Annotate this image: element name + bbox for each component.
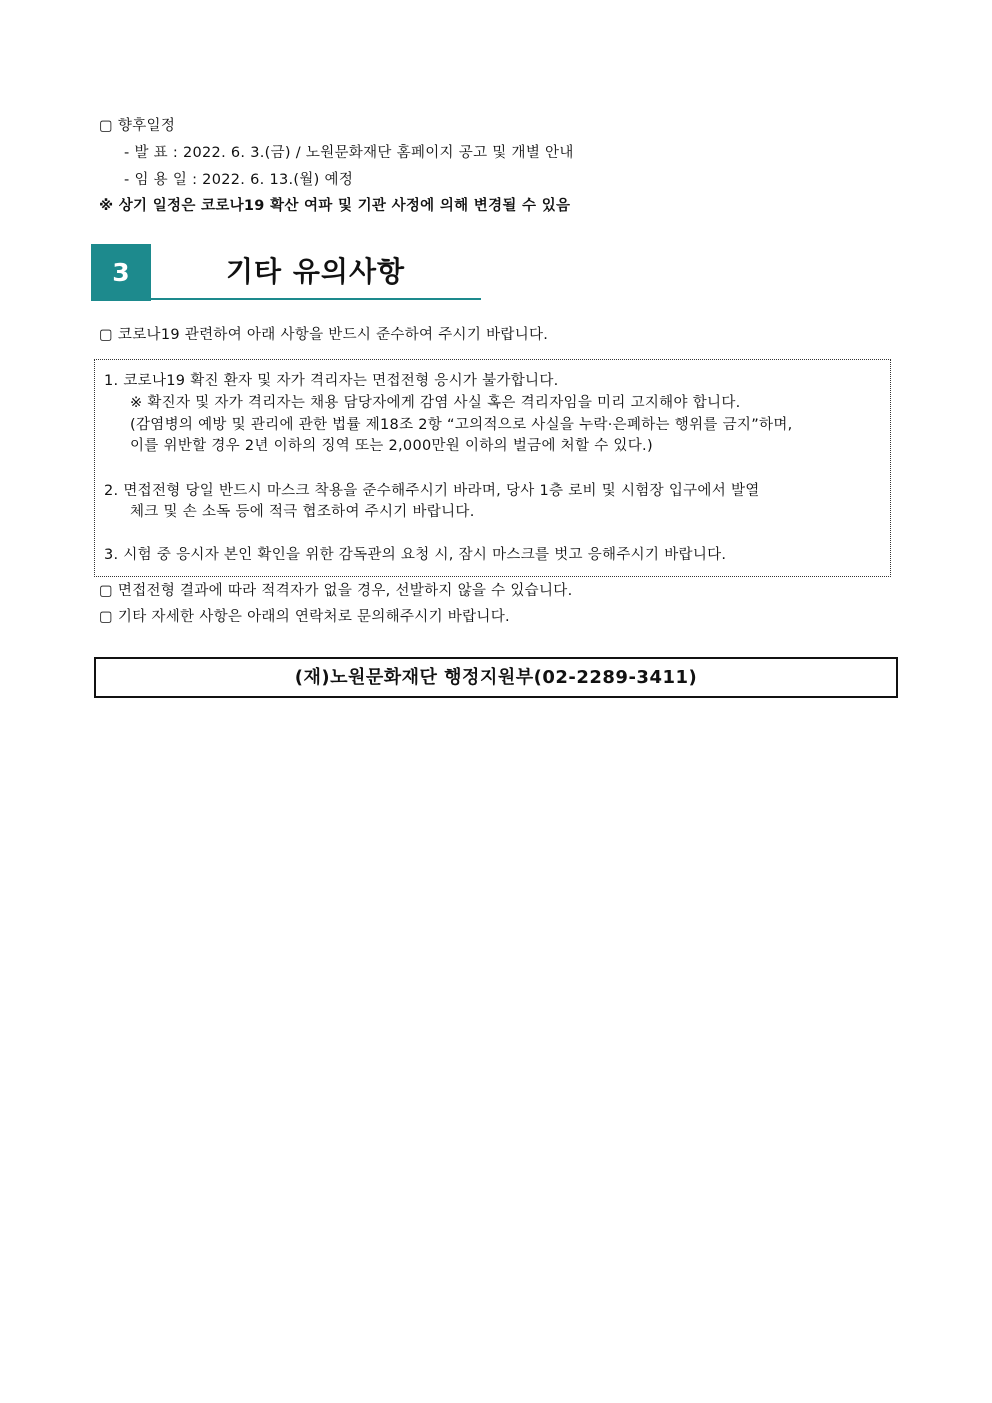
covid-intro: ▢ 코로나19 관련하여 아래 사항을 반드시 준수하여 주시기 바랍니다.: [99, 327, 549, 343]
notice-item-1-penalty: 이를 위반할 경우 2년 이하의 징역 또는 2,000만원 이하의 벌금에 처할 수 있다.): [130, 438, 653, 454]
notice-item-1-warning: ※ 확진자 및 자가 격리자는 채용 담당자에게 감염 사실 혹은 격리자임을 미리 고지해야 합니다.: [130, 395, 741, 411]
contact-box: (재)노원문화재단 행정지원부(02-2289-3411): [94, 657, 898, 698]
notice-item-2: 2. 면접전형 당일 반드시 마스크 착용을 준수해주시기 바라며, 당사 1층 로비 및 시험장 입구에서 발열: [104, 483, 760, 499]
schedule-announce-item: - 발 표 : 2022. 6. 3.(금) / 노원문화재단 홈페이지 공고 및 개별 안내: [124, 145, 574, 161]
schedule-note: ※ 상기 일정은 코로나19 확산 여파 및 기관 사정에 의해 변경될 수 있음: [99, 198, 571, 214]
section-underline: [151, 298, 481, 300]
no-qualified-note: ▢ 면접전형 결과에 따라 적격자가 없을 경우, 선발하지 않을 수 있습니다.: [99, 583, 573, 599]
contact-inquiry-note: ▢ 기타 자세한 사항은 아래의 연락처로 문의해주시기 바랍니다.: [99, 609, 510, 625]
schedule-appointment-item: - 임 용 일 : 2022. 6. 13.(월) 예정: [124, 172, 354, 188]
notice-item-1-law: (감염병의 예방 및 관리에 관한 법률 제18조 2항 “고의적으로 사실을 누락·은폐하는 행위를 금지”하며,: [130, 417, 793, 433]
section-title: 기타 유의사항: [226, 255, 406, 288]
schedule-heading: ▢ 향후일정: [99, 118, 176, 134]
section-header: [91, 244, 481, 301]
notice-item-1: 1. 코로나19 확진 환자 및 자가 격리자는 면접전형 응시가 불가합니다.: [104, 373, 559, 389]
section-number: 3: [91, 244, 151, 301]
notice-item-3: 3. 시험 중 응시자 본인 확인을 위한 감독관의 요청 시, 잠시 마스크를 벗고 응해주시기 바랍니다.: [104, 547, 727, 563]
notice-item-2-cont: 체크 및 손 소독 등에 적극 협조하여 주시기 바랍니다.: [130, 504, 475, 520]
